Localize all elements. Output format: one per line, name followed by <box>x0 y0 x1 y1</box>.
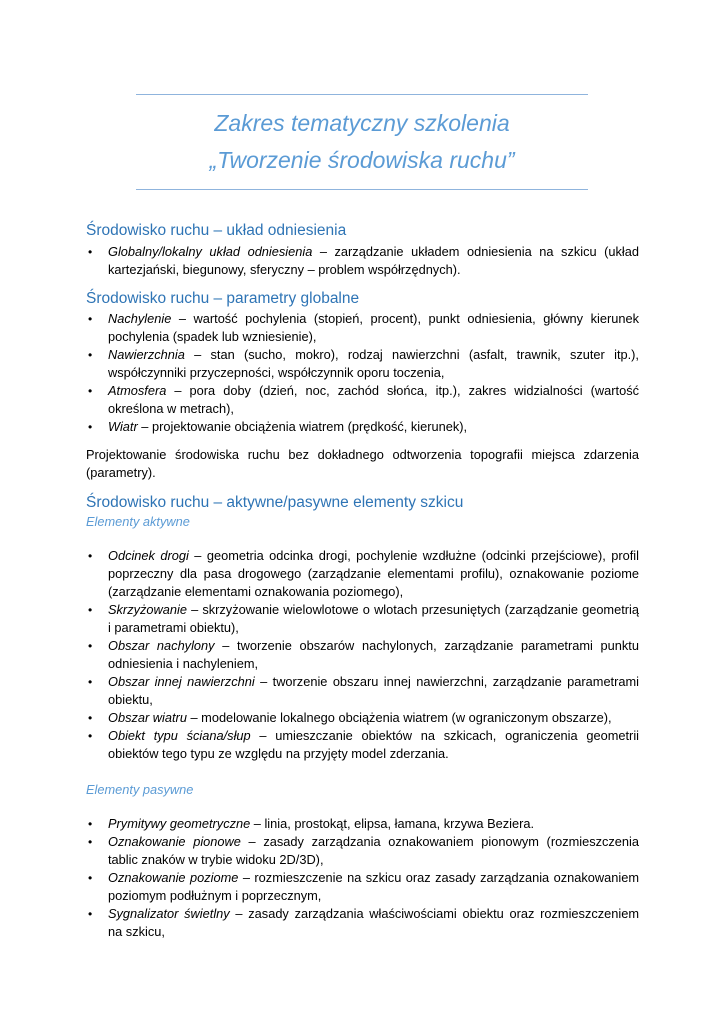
list-item <box>86 310 639 346</box>
item-term: Obszar innej nawierzchni <box>108 674 255 689</box>
item-text: – rozmieszczenie na szkicu oraz zasady zarządzania oznakowaniem poziomym podłużnym i poprzecznym, <box>108 870 639 903</box>
bullet-icon: • <box>88 907 93 921</box>
item-term: Obszar nachylony <box>108 638 215 653</box>
item-term: Wiatr <box>108 419 138 434</box>
list-item <box>86 382 639 418</box>
item-text: – zasady zarządzania oznakowaniem pionowym (rozmieszczenia tablic znaków w trybie widoku 2D/3D), <box>108 834 640 867</box>
item-text: – linia, prostokąt, elipsa, łamana, krzywa Beziera. <box>250 816 535 831</box>
item-text: – wartość pochylenia (stopień, procent), punkt odniesienia, główny kierunek pochylenia (spadek lub wzniesienie), <box>108 311 639 344</box>
global-parameters-list <box>86 310 639 436</box>
passive-elements-list <box>86 815 639 941</box>
bullet-icon: • <box>88 245 93 259</box>
item-text: – projektowanie obciążenia wiatrem (prędkość, kierunek), <box>137 419 468 434</box>
title-bottom-rule <box>136 189 588 190</box>
reference-frame-list <box>86 243 639 279</box>
list-item <box>86 346 639 382</box>
document-body <box>86 221 639 941</box>
item-text: – umieszczanie obiektów na szkicach, ograniczenia geometrii obiektów tego typu ze względu na przyjęty model zderzania. <box>108 728 640 761</box>
item-term: Nawierzchnia <box>108 347 185 362</box>
bullet-icon: • <box>88 639 93 653</box>
bullet-icon: • <box>88 603 93 617</box>
item-text: – geometria odcinka drogi, pochylenie wzdłużne (odcinki przejściowe), profil poprzeczny dla pasa drogowego (zarządzanie elementami profilu), oznakowanie poziome (zarządzanie elementami oznakowania poziomego), <box>108 548 639 599</box>
item-text: – skrzyżowanie wielowlotowe o wlotach przesuniętych (zarządzanie geometrią i parametrami obiektu), <box>108 602 639 635</box>
bullet-icon: • <box>88 549 93 563</box>
list-item <box>86 727 639 763</box>
bullet-icon: • <box>88 817 93 831</box>
item-text: – zasady zarządzania właściwościami obiektu oraz rozmieszczeniem na szkicu, <box>108 906 639 939</box>
bullet-icon: • <box>88 420 93 434</box>
document-subtitle: „Tworzenie środowiska ruchu” <box>209 147 515 173</box>
item-term: Oznakowanie poziome <box>108 870 239 885</box>
global-parameters-paragraph: Projektowanie środowiska ruchu bez dokładnego odtworzenia topografii miejsca zdarzenia (parametry). <box>86 447 639 480</box>
subheading-passive-elements: Elementy pasywne <box>86 782 194 797</box>
bullet-icon: • <box>88 711 93 725</box>
list-item <box>86 869 639 905</box>
list-item <box>86 833 639 869</box>
list-item <box>86 905 639 941</box>
bullet-icon: • <box>88 871 93 885</box>
bullet-icon: • <box>88 384 93 398</box>
list-item <box>86 673 639 709</box>
item-term: Oznakowanie pionowe <box>108 834 241 849</box>
item-term: Obiekt typu ściana/słup <box>108 728 251 743</box>
item-text: – stan (sucho, mokro), rodzaj nawierzchni (asfalt, trawnik, szuter itp.), współczynniki przyczepności, współczynnik oporu toczenia, <box>108 347 639 380</box>
item-term: Odcinek drogi <box>108 548 189 563</box>
bullet-icon: • <box>88 348 93 362</box>
list-item <box>86 418 639 436</box>
bullet-icon: • <box>88 312 93 326</box>
item-text: – tworzenie obszaru innej nawierzchni, zarządzanie parametrami obiektu, <box>108 674 639 707</box>
item-term: Obszar wiatru <box>108 710 187 725</box>
section-heading-sketch-elements: Środowisko ruchu – aktywne/pasywne elementy szkicu <box>86 494 464 511</box>
item-text: – tworzenie obszarów nachylonych, zarządzanie parametrami punktu odniesienia i nachyleniem, <box>108 638 639 671</box>
item-term: Nachylenie <box>108 311 172 326</box>
item-term: Sygnalizator świetlny <box>108 906 230 921</box>
item-term: Atmosfera <box>108 383 167 398</box>
bullet-icon: • <box>88 835 93 849</box>
item-text: – zarządzanie układem odniesienia na szkicu (układ kartezjański, biegunowy, sferyczny – problem współrzędnych). <box>108 244 639 277</box>
list-item <box>86 601 639 637</box>
list-item <box>86 709 639 727</box>
item-text: – pora doby (dzień, noc, zachód słońca, itp.), zakres widzialności (wartość określona w metrach), <box>108 383 639 416</box>
item-term: Skrzyżowanie <box>108 602 187 617</box>
document-title: Zakres tematyczny szkolenia <box>214 110 510 136</box>
item-text: – modelowanie lokalnego obciążenia wiatrem (w ograniczonym obszarze), <box>186 710 612 725</box>
item-term: Globalny/lokalny układ odniesienia <box>108 244 313 259</box>
title-top-rule <box>136 94 588 95</box>
bullet-icon: • <box>88 729 93 743</box>
list-item <box>86 243 639 279</box>
subheading-active-elements: Elementy aktywne <box>86 514 190 529</box>
list-item <box>86 815 639 833</box>
item-term: Prymitywy geometryczne <box>108 816 251 831</box>
bullet-icon: • <box>88 675 93 689</box>
active-elements-list <box>86 547 639 763</box>
section-heading-reference-frame: Środowisko ruchu – układ odniesienia <box>86 222 347 239</box>
list-item <box>86 637 639 673</box>
list-item <box>86 547 639 601</box>
section-heading-global-parameters: Środowisko ruchu – parametry globalne <box>86 290 360 307</box>
